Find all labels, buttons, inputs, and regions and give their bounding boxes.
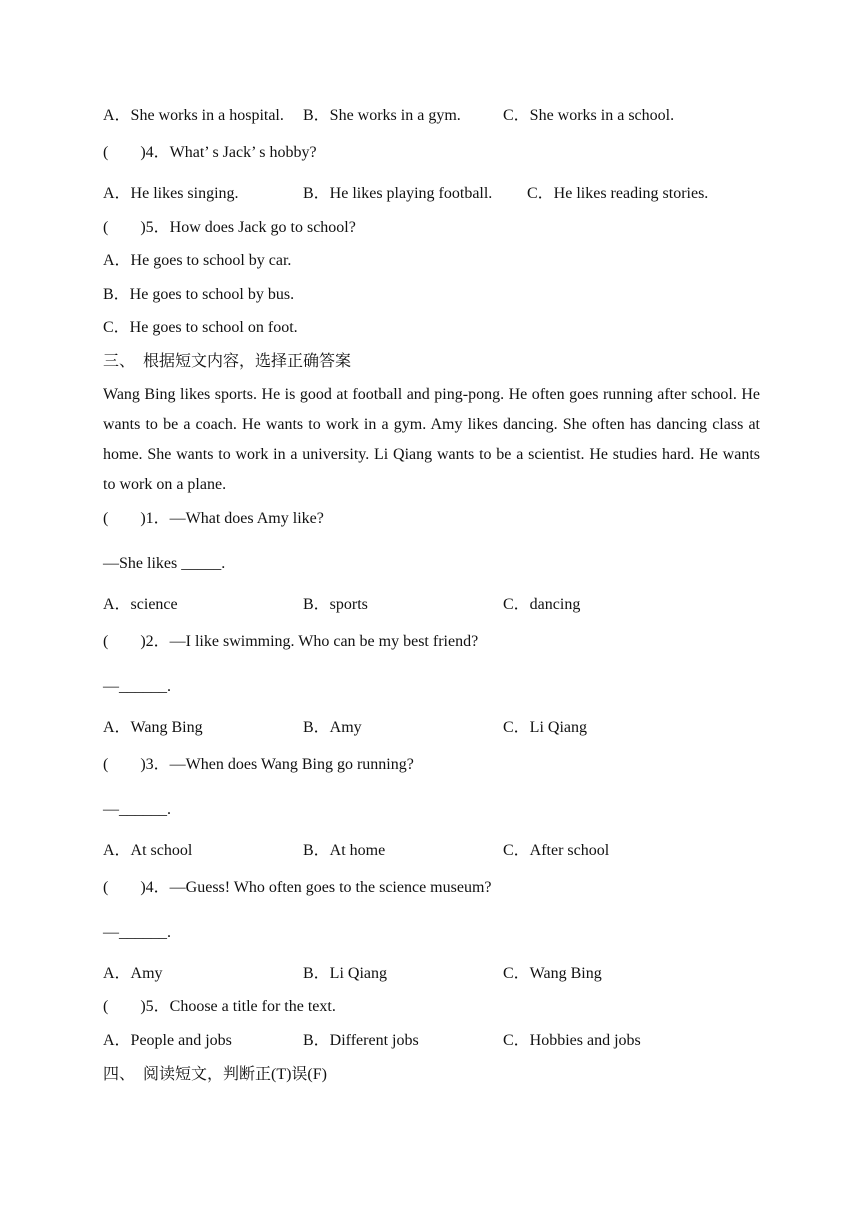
s3-q5-option-c: C．Hobbies and jobs: [503, 1032, 641, 1049]
s3-q2-answer-line: —______.: [103, 678, 171, 695]
s3-q5-option-a: A．People and jobs: [103, 1032, 232, 1049]
s2-q3-option-a: A．She works in a hospital.: [103, 107, 284, 124]
section4-heading: 四、 阅读短文，判断正(T)误(F): [103, 1066, 327, 1083]
s3-q2-option-b: B．Amy: [303, 719, 362, 736]
s2-q5-option-a: A．He goes to school by car.: [103, 252, 292, 269]
s3-q1-stem: ( )1．—What does Amy like?: [103, 510, 324, 527]
s3-q4-stem: ( )4．—Guess! Who often goes to the science museum?: [103, 879, 492, 896]
s3-q1-option-b: B．sports: [303, 596, 368, 613]
s2-q3-option-b: B．She works in a gym.: [303, 107, 461, 124]
s3-q4-option-b: B．Li Qiang: [303, 965, 387, 982]
s3-q3-option-c: C．After school: [503, 842, 610, 859]
s3-q3-stem: ( )3．—When does Wang Bing go running?: [103, 756, 414, 773]
s2-q5-option-b: B．He goes to school by bus.: [103, 286, 295, 303]
s3-q2-option-c: C．Li Qiang: [503, 719, 587, 736]
s3-q1-option-a: A．science: [103, 596, 178, 613]
s3-q4-option-c: C．Wang Bing: [503, 965, 602, 982]
s2-q5-option-c: C．He goes to school on foot.: [103, 319, 298, 336]
section3-heading: 三、 根据短文内容，选择正确答案: [103, 353, 352, 370]
s2-q3-option-c: C．She works in a school.: [503, 107, 675, 124]
s3-q5-stem: ( )5．Choose a title for the text.: [103, 998, 336, 1015]
s3-q3-option-b: B．At home: [303, 842, 386, 859]
s3-q4-option-a: A．Amy: [103, 965, 163, 982]
s3-q2-option-a: A．Wang Bing: [103, 719, 203, 736]
s3-q5-option-b: B．Different jobs: [303, 1032, 419, 1049]
s3-q1-option-c: C．dancing: [503, 596, 581, 613]
s3-q4-answer-line: —______.: [103, 924, 171, 941]
s3-q2-stem: ( )2．—I like swimming. Who can be my best friend?: [103, 633, 479, 650]
s2-q4-stem: ( )4．What’ s Jack’ s hobby?: [103, 144, 317, 161]
s3-q3-option-a: A．At school: [103, 842, 193, 859]
s2-q4-option-c: C．He likes reading stories.: [527, 185, 709, 202]
s2-q4-option-b: B．He likes playing football.: [303, 185, 493, 202]
s2-q4-option-a: A．He likes singing.: [103, 185, 239, 202]
s3-q3-answer-line: —______.: [103, 801, 171, 818]
s2-q5-stem: ( )5．How does Jack go to school?: [103, 219, 356, 236]
section3-passage: Wang Bing likes sports. He is good at football and ping-pong. He often goes running after school. He wants to be a coach. He wants to work in a gym. Amy likes dancing. She often has dancing class at home. She wants to work in a university. Li Qiang wants to be a scientist. He studies hard. He wants to work on a plane.: [103, 386, 760, 493]
s3-q1-answer-line: —She likes _____.: [103, 555, 226, 572]
